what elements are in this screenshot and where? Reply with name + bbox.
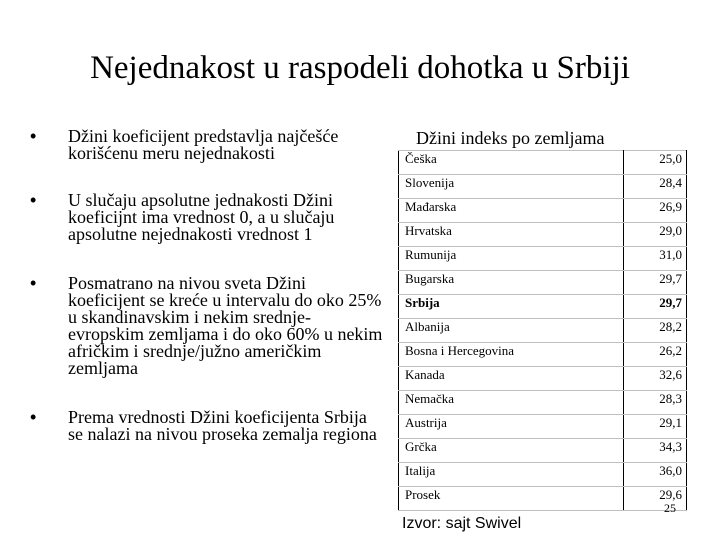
country-cell: Bugarska <box>399 271 624 295</box>
bullet-dot-icon: • <box>30 407 37 427</box>
table-row <box>399 487 687 511</box>
value-cell: 29,1 <box>623 415 686 439</box>
page-number: 25 <box>664 501 676 515</box>
country-cell: Mađarska <box>399 199 624 223</box>
value-cell: 26,9 <box>623 199 686 223</box>
bullet-dot-icon: • <box>30 190 37 210</box>
gini-table <box>398 150 687 511</box>
table-row <box>399 415 687 439</box>
value-cell: 32,6 <box>623 367 686 391</box>
value-cell: 28,4 <box>623 175 686 199</box>
bullet-text: U slučaju apsolutne jednakosti Džini koeficijnt ima vrednost 0, a u slučaju apsolutne nejednakosti vrednost 1 <box>68 190 335 244</box>
value-cell: 36,0 <box>623 463 686 487</box>
table-row <box>399 367 687 391</box>
country-cell: Srbija <box>399 295 624 319</box>
value-cell: 29,0 <box>623 223 686 247</box>
bullet-text: Prema vrednosti Džini koeficijenta Srbija se nalazi na nivou proseka zemalja regiona <box>68 407 377 444</box>
country-cell: Grčka <box>399 439 624 463</box>
table-row <box>399 343 687 367</box>
country-cell: Prosek <box>399 487 624 511</box>
bullet-item <box>30 409 385 443</box>
bullet-item <box>30 192 385 243</box>
bullet-list <box>30 128 385 443</box>
country-cell: Austrija <box>399 415 624 439</box>
bullet-dot-icon: • <box>30 126 37 146</box>
slide-title: Nejednakost u raspodeli dohotka u Srbiji <box>90 50 630 86</box>
value-cell: 34,3 <box>623 439 686 463</box>
bullet-text: Posmatrano na nivou sveta Džini koeficijent se kreće u intervalu do oko 25% u skandinavskim i nekim srednje-evropskim zemljama i do oko 60% u nekim afričkim i srednje/južno američkim zemljama <box>68 273 383 378</box>
country-cell: Rumunija <box>399 247 624 271</box>
value-cell: 25,0 <box>623 151 686 175</box>
bullet-item <box>30 128 385 162</box>
country-cell: Hrvatska <box>399 223 624 247</box>
value-cell: 31,0 <box>623 247 686 271</box>
table-caption: Džini indeks po zemljama <box>416 128 605 148</box>
country-cell: Italija <box>399 463 624 487</box>
table-row <box>399 439 687 463</box>
country-cell: Slovenija <box>399 175 624 199</box>
source-note: Izvor: sajt Swivel <box>402 515 522 532</box>
table-row <box>399 199 687 223</box>
value-cell: 26,2 <box>623 343 686 367</box>
bullet-dot-icon: • <box>30 273 37 293</box>
value-cell: 29,7 <box>623 295 686 319</box>
bullet-text: Džini koeficijent predstavlja najčešće korišćenu meru nejednakosti <box>68 126 339 163</box>
table-row-highlight <box>399 295 687 319</box>
value-cell: 28,3 <box>623 391 686 415</box>
value-cell: 29,6 <box>623 487 686 511</box>
table-row <box>399 319 687 343</box>
value-cell: 29,7 <box>623 271 686 295</box>
country-cell: Kanada <box>399 367 624 391</box>
table-row <box>399 151 687 175</box>
table-row <box>399 463 687 487</box>
country-cell: Češka <box>399 151 624 175</box>
table-row <box>399 223 687 247</box>
table-row <box>399 271 687 295</box>
country-cell: Bosna i Hercegovina <box>399 343 624 367</box>
country-cell: Nemačka <box>399 391 624 415</box>
table-row <box>399 391 687 415</box>
table-row <box>399 247 687 271</box>
bullet-item <box>30 275 385 377</box>
country-cell: Albanija <box>399 319 624 343</box>
table-row <box>399 175 687 199</box>
value-cell: 28,2 <box>623 319 686 343</box>
